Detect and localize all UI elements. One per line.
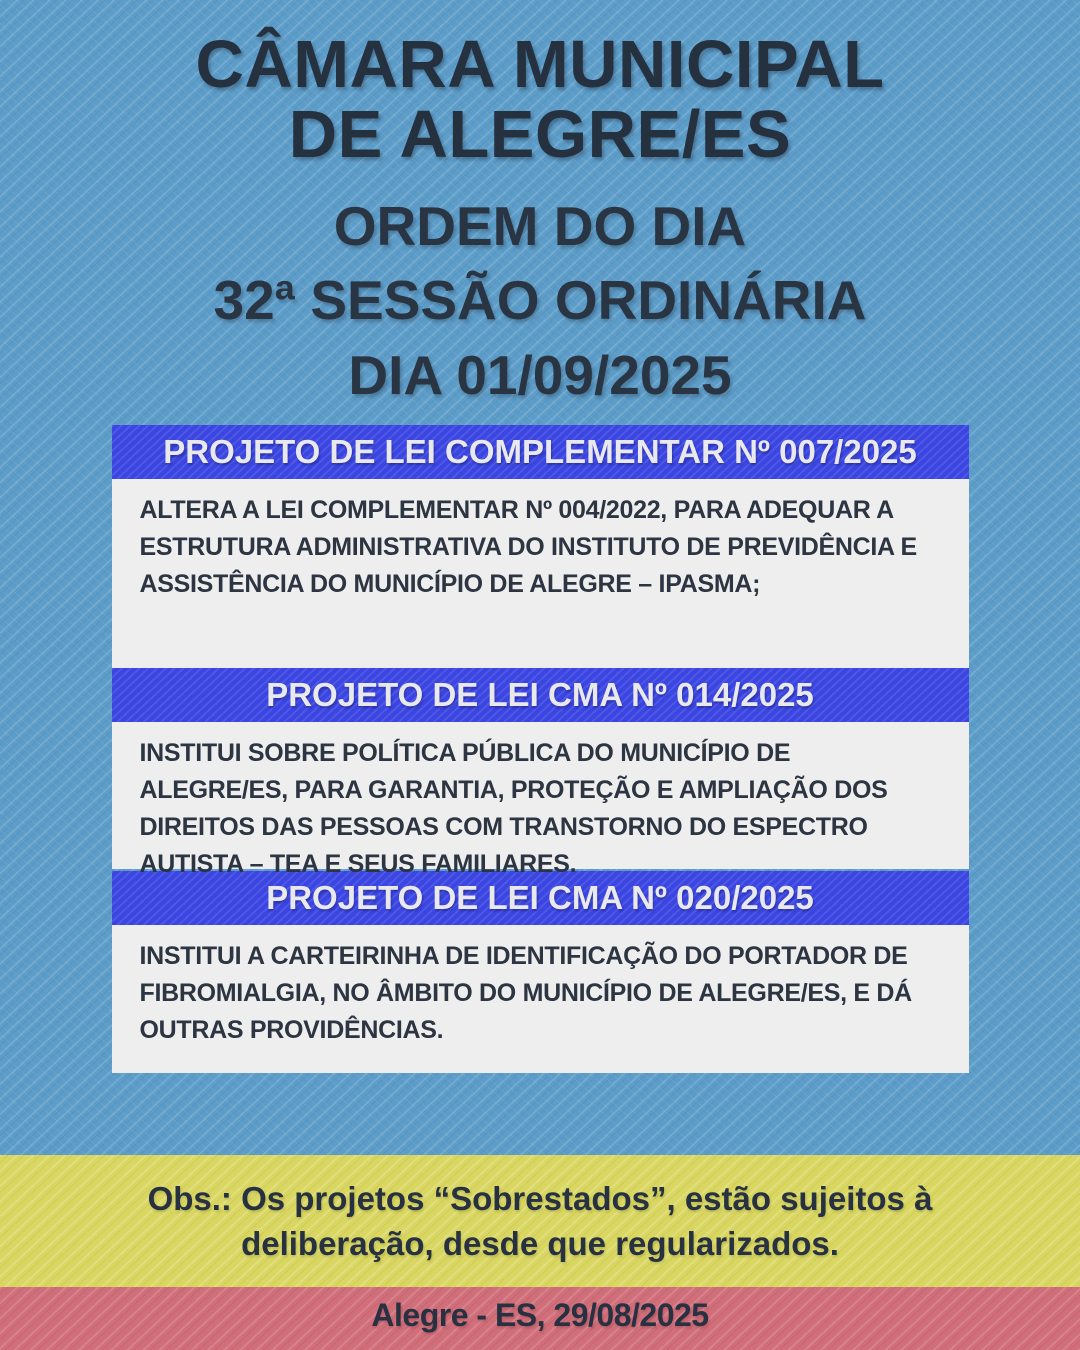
masthead <box>0 0 1080 413</box>
dateline-band <box>0 1287 1080 1350</box>
agenda-list <box>112 425 969 1073</box>
org-name-line1: CÂMARA MUNICIPAL <box>195 27 885 102</box>
note-band <box>0 1155 1080 1287</box>
agenda-item-3-title: PROJETO DE LEI CMA Nº 020/2025 <box>112 871 969 925</box>
note-text: Obs.: Os projetos “Sobrestados”, estão sujeitos à deliberação, desde que regularizados. <box>147 1180 933 1262</box>
subtitle-order-of-day: ORDEM DO DIA <box>333 194 747 257</box>
agenda-item-2-summary: INSTITUI SOBRE POLÍTICA PÚBLICA DO MUNICÍPIO DE ALEGRE/ES, PARA GARANTIA, PROTEÇÃO E AMPLIAÇÃO DOS DIREITOS DAS PESSOAS COM TRANSTORNO DO ESPECTRO AUTISTA – TEA E SEUS FAMILIARES. <box>112 722 969 869</box>
agenda-item-3-summary: INSTITUI A CARTEIRINHA DE IDENTIFICAÇÃO DO PORTADOR DE FIBROMIALGIA, NO ÂMBITO DO MUNICÍPIO DE ALEGRE/ES, E DÁ OUTRAS PROVIDÊNCIAS. <box>112 925 969 1073</box>
subtitle-session-date: DIA 01/09/2025 <box>348 344 732 407</box>
page-title <box>0 27 1080 173</box>
org-name-line2: DE ALEGRE/ES <box>288 97 792 173</box>
agenda-item-1-title: PROJETO DE LEI COMPLEMENTAR Nº 007/2025 <box>112 425 969 479</box>
agenda-item-3 <box>112 871 969 1073</box>
session-subtitle <box>0 189 1080 413</box>
agenda-item-1-summary: ALTERA A LEI COMPLEMENTAR Nº 004/2022, PARA ADEQUAR A ESTRUTURA ADMINISTRATIVA DO INSTITUTO DE PREVIDÊNCIA E ASSISTÊNCIA DO MUNICÍPIO DE ALEGRE – IPASMA; <box>112 479 969 668</box>
subtitle-session-number: 32ª SESSÃO ORDINÁRIA <box>213 269 867 332</box>
agenda-item-2 <box>112 668 969 879</box>
dateline-text: Alegre - ES, 29/08/2025 <box>371 1297 709 1333</box>
agenda-item-1 <box>112 425 969 668</box>
agenda-item-2-title: PROJETO DE LEI CMA Nº 014/2025 <box>112 668 969 722</box>
